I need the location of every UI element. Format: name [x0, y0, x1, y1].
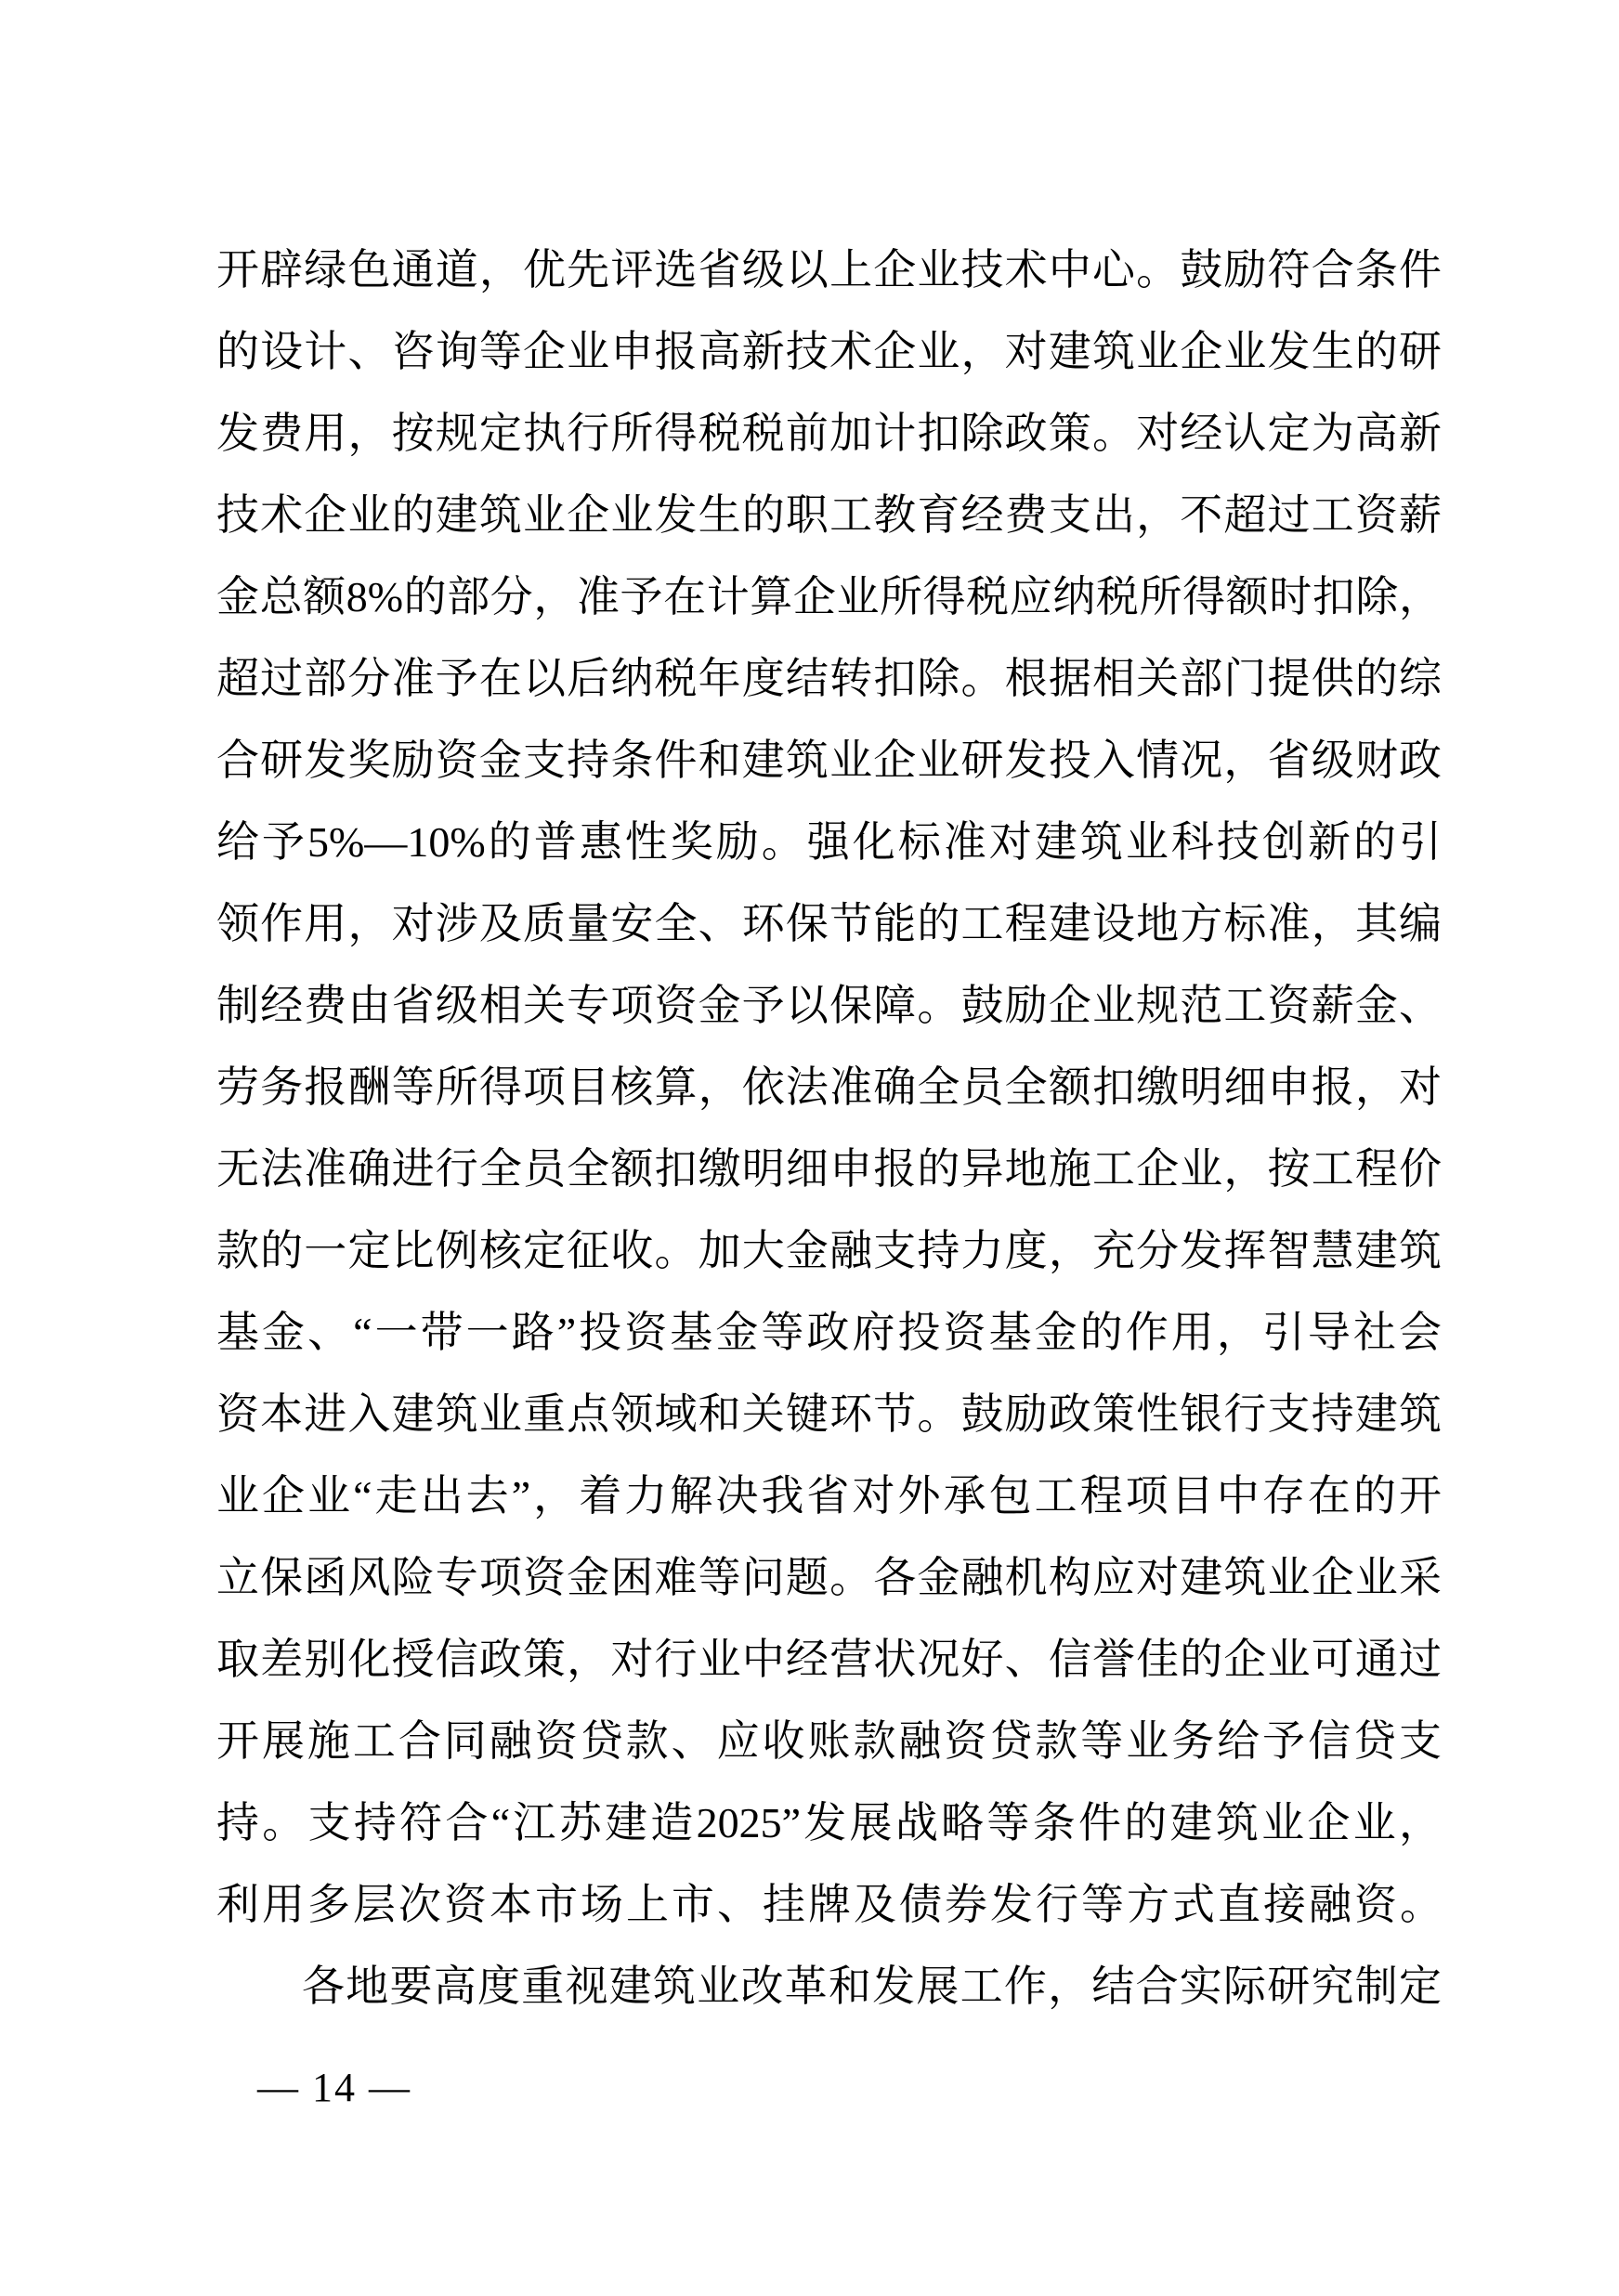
page-number: — 14 — [257, 2065, 411, 2110]
text-line: 的设计、咨询等企业申报高新技术企业，对建筑业企业发生的研 [216, 328, 1442, 375]
text-line: 金总额8%的部分，准予在计算企业所得税应纳税所得额时扣除， [216, 573, 1442, 620]
text-line: 领作用，对涉及质量安全、环保节能的工程建设地方标准，其编 [216, 900, 1442, 947]
text-line: 开展施工合同融资贷款、应收账款融资贷款等业务给予信贷支 [216, 1717, 1442, 1765]
text-line-paragraph-end: 利用多层次资本市场上市、挂牌及债券发行等方式直接融资。 [216, 1881, 1445, 1928]
text-line: 款的一定比例核定征收。加大金融支持力度，充分发挥智慧建筑 [216, 1227, 1442, 1274]
text-line-paragraph-start: 各地要高度重视建筑业改革和发展工作，结合实际研究制定 [302, 1963, 1442, 2010]
text-line: 技术企业的建筑业企业发生的职工教育经费支出，不超过工资薪 [216, 491, 1442, 539]
text-line: 资本进入建筑业重点领域和关键环节。鼓励政策性银行支持建筑 [216, 1390, 1442, 1438]
text-line: 给予5%—10%的普惠性奖励。强化标准对建筑业科技创新的引 [216, 818, 1442, 866]
text-line: 超过部分准予在以后纳税年度结转扣除。根据相关部门提供的综 [216, 655, 1442, 702]
text-line: 制经费由省级相关专项资金予以保障。鼓励企业规范工资薪金、 [216, 982, 1442, 1029]
text-line: 劳务报酬等所得项目核算，依法准确全员全额扣缴明细申报，对 [216, 1063, 1442, 1111]
body-text [216, 229, 1445, 2028]
text-line: 基金、“一带一路”投资基金等政府投资基金的作用，引导社会 [216, 1309, 1442, 1356]
text-line: 立保函风险专项资金困难等问题。各金融机构应对建筑业企业采 [216, 1554, 1442, 1601]
text-line: 合研发奖励资金支持条件和建筑业企业研发投入情况，省级财政 [216, 737, 1442, 784]
text-line: 发费用，按规定执行所得税税前加计扣除政策。对经认定为高新 [216, 410, 1442, 457]
text-line: 业企业“走出去”，着力解决我省对外承包工程项目中存在的开 [216, 1472, 1442, 1520]
text-line: 无法准确进行全员全额扣缴明细申报的异地施工企业，按工程价 [216, 1145, 1442, 1193]
text-line: 开辟绿色通道，优先评选省级以上企业技术中心。鼓励符合条件 [216, 246, 1442, 294]
text-line: 取差别化授信政策，对行业中经营状况好、信誉佳的企业可通过 [216, 1636, 1442, 1683]
text-line: 持。支持符合“江苏建造2025”发展战略等条件的建筑业企业， [216, 1799, 1442, 1846]
